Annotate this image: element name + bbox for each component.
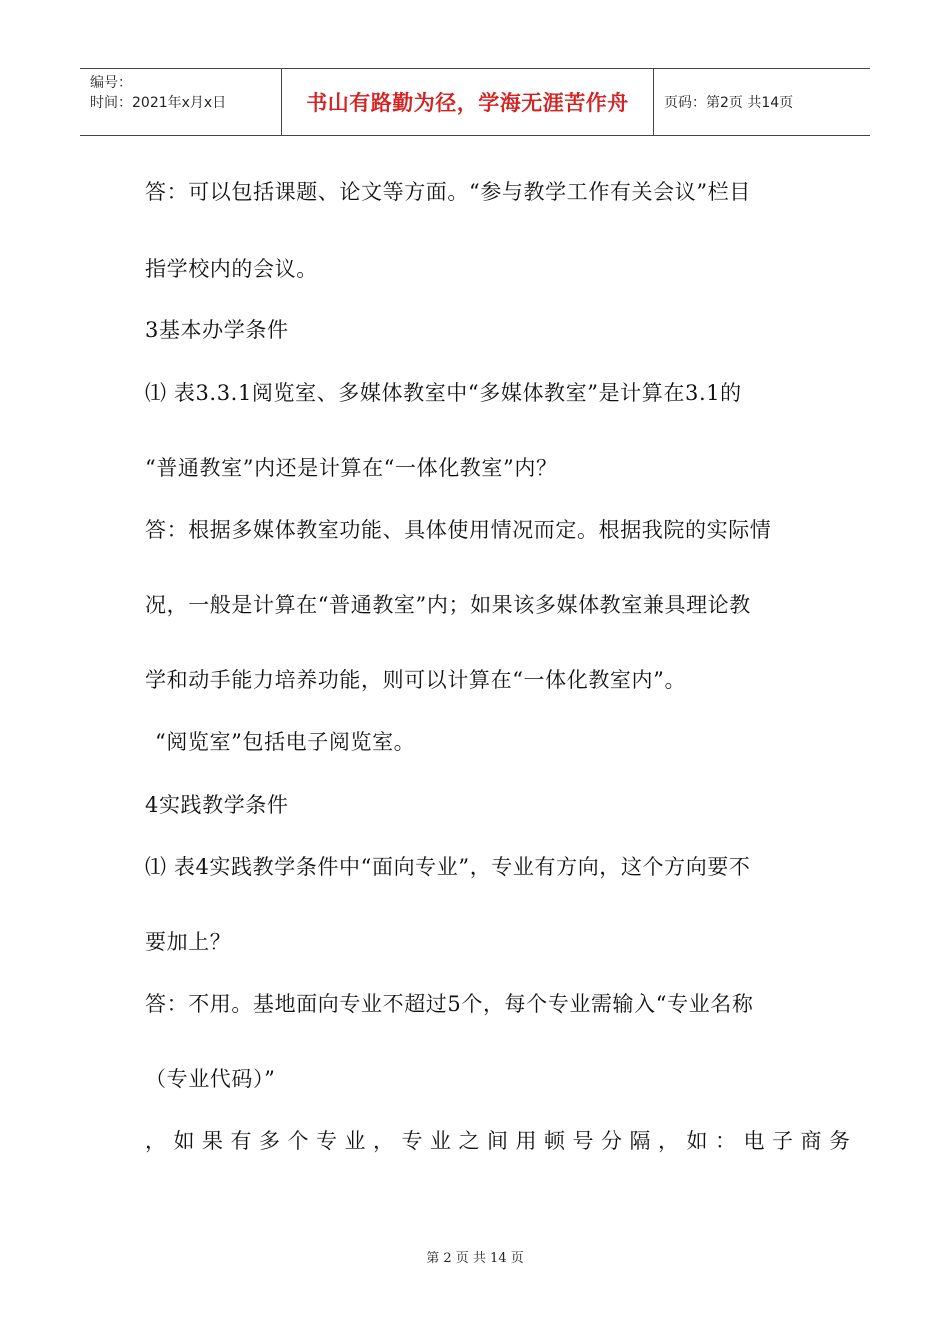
body-line: “普通教室”内还是计算在“一体化教室”内？ bbox=[145, 456, 558, 480]
page-footer: 第 2 页 共 14 页 bbox=[426, 1251, 524, 1266]
header-motto: 书山有路勤为径，学海无涯苦作舟 bbox=[282, 69, 654, 135]
body-line: 指学校内的会议。 bbox=[145, 257, 318, 281]
time-label: 时间：2021年x月x日 bbox=[90, 95, 227, 111]
header-meta bbox=[80, 69, 282, 135]
number-label: 编号： bbox=[90, 75, 132, 91]
body-line: ，如果有多个专业，专业之间用顿号分隔，如：电子商务 bbox=[145, 1129, 858, 1153]
body-line: ⑴ 表3.3.1阅览室、多媒体教室中“多媒体教室”是计算在3.1的 bbox=[145, 381, 742, 405]
body-line: 学和动手能力培养功能，则可以计算在“一体化教室内”。 bbox=[145, 668, 687, 692]
body-line: 要加上？ bbox=[145, 930, 232, 954]
body-line: ⑴ 表4实践教学条件中“面向专业”，专业有方向，这个方向要不 bbox=[145, 855, 751, 879]
body-line: 答：根据多媒体教室功能、具体使用情况而定。根据我院的实际情 bbox=[145, 518, 772, 542]
page-header bbox=[80, 68, 870, 136]
header-page-info: 页码：第2页 共14页 bbox=[664, 95, 794, 111]
body-line: （专业代码）” bbox=[145, 1067, 276, 1091]
section-heading: 3基本办学条件 bbox=[145, 318, 289, 342]
body-line: “阅览室”包括电子阅览室。 bbox=[155, 730, 416, 754]
section-heading: 4实践教学条件 bbox=[145, 793, 289, 817]
body-line: 答：不用。基地面向专业不超过5个，每个专业需输入“专业名称 bbox=[145, 992, 754, 1016]
body-line: 况，一般是计算在“普通教室”内；如果该多媒体教室兼具理论教 bbox=[145, 593, 751, 617]
body-line: 答：可以包括课题、论文等方面。“参与教学工作有关会议”栏目 bbox=[145, 180, 751, 204]
